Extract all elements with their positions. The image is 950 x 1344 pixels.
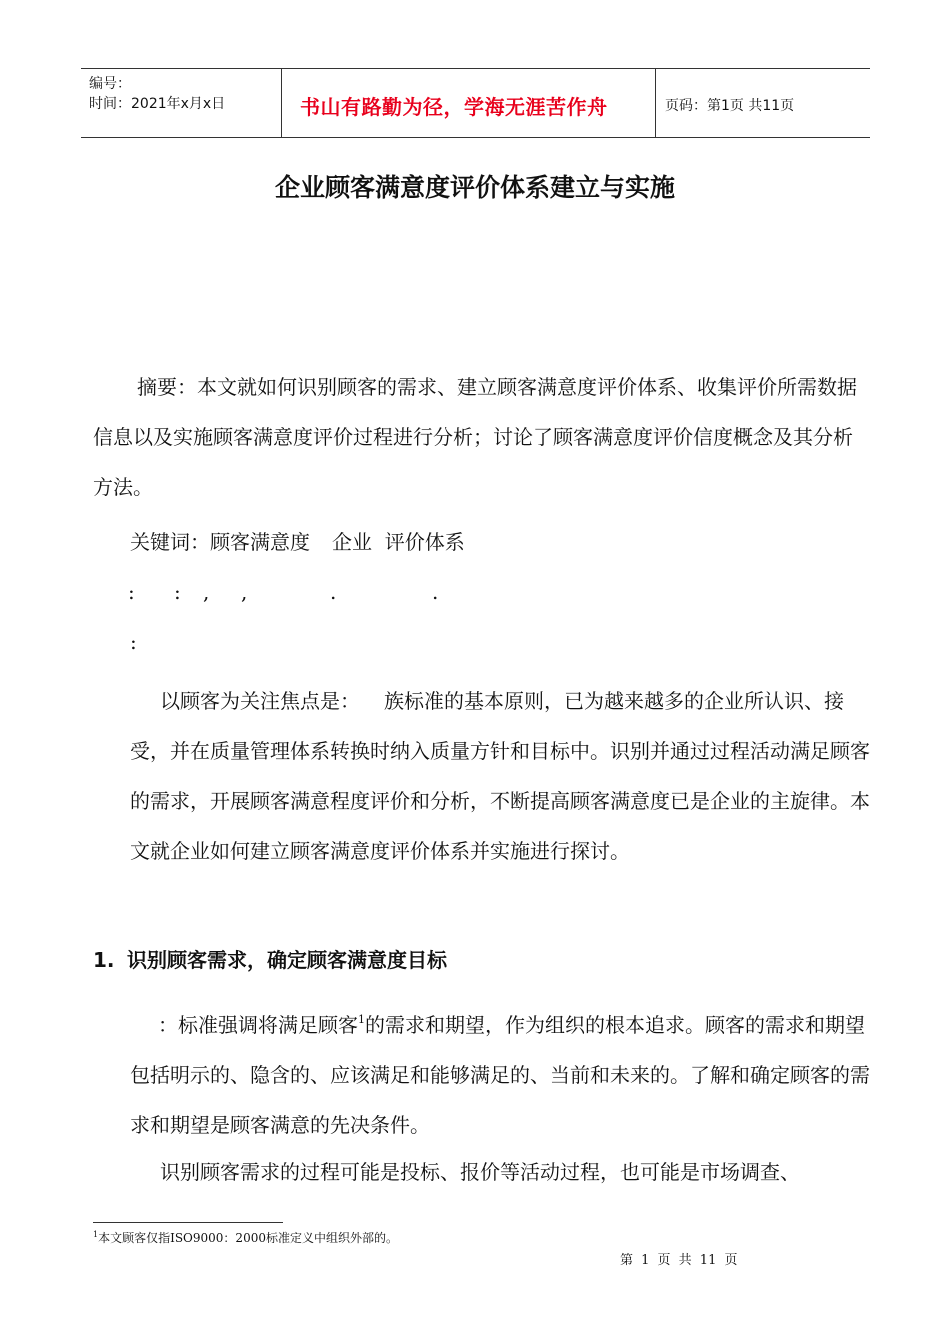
footnote-text: 本文顾客仅指ISO9000：2000标准定义中组织外部的。 (98, 1231, 398, 1245)
footnote-mark: 1 (93, 1230, 99, 1239)
page-footer: 第 1 页 共 11 页 (620, 1253, 738, 1268)
time-label: 时间：2021年x月x日 (89, 96, 226, 112)
residual-comma-1: , (203, 580, 210, 604)
keywords-label: 关键词： (130, 530, 210, 554)
header-motto-cell (281, 69, 656, 137)
section-heading-1 (93, 944, 447, 973)
document-title: 企业顾客满意度评价体系建立与实施 (274, 173, 675, 202)
keywords-line (130, 526, 465, 555)
residual-colon-3: : (130, 630, 137, 654)
section1-paragraph-2: 识别顾客需求的过程可能是投标、报价等活动过程，也可能是市场调查、 (160, 1160, 800, 1184)
keyword-1: 顾客满意度 (210, 530, 310, 554)
section1-text-1: ：标准强调将满足顾客 (158, 1013, 358, 1037)
header-page-cell (655, 69, 870, 137)
section-number: 1. (93, 948, 115, 972)
section1-paragraph (130, 995, 870, 1150)
intro-paragraph (130, 676, 870, 876)
section-heading-text: 识别顾客需求，确定顾客满意度目标 (127, 948, 447, 972)
footnote-ref: 1 (358, 1013, 365, 1026)
abstract-text: 摘要：本文就如何识别顾客的需求、建立顾客满意度评价体系、收集评价所需数据信息以及实施顾客满意度评价过程进行分析；讨论了顾客满意度评价信度概念及其分析方法。 (93, 375, 857, 499)
residual-colon-2: : (174, 580, 181, 604)
header-table (81, 68, 870, 138)
footnote (93, 1229, 398, 1246)
keyword-2: 企业 (332, 530, 372, 554)
intro-text-2: 族标准的基本原则，已为越来越多的企业所认识、接受，并在质量管理体系转换时纳入质量方针和目标中。识别并通过过程活动满足顾客的需求，开展顾客满意程度评价和分析，不断提高顾客满意度已是企业的主旋律。本文就企业如何建立顾客满意度评价体系并实施进行探讨。 (130, 689, 870, 863)
keyword-3: 评价体系 (384, 530, 465, 554)
residual-colon-1: : (128, 580, 135, 604)
residual-period-2: . (432, 580, 439, 604)
residual-period-1: . (330, 580, 337, 604)
serial-label: 编号： (89, 76, 131, 92)
residual-comma-2: , (241, 580, 248, 604)
header-page-info: 页码：第1页 共11页 (665, 98, 795, 114)
section1-text-2: 的需求和期望，作为组织的根本追求。顾客的需求和期望包括明示的、隐含的、应该满足和能够满足的、当前和未来的。了解和确定顾客的需求和期望是顾客满意的先决条件。 (130, 1013, 870, 1137)
intro-text-1: 以顾客为关注焦点是： (160, 689, 360, 713)
footnote-rule (93, 1222, 283, 1223)
header-motto: 书山有路勤为径，学海无涯苦作舟 (300, 95, 608, 119)
abstract-paragraph (93, 362, 868, 512)
header-meta-cell (81, 69, 281, 137)
